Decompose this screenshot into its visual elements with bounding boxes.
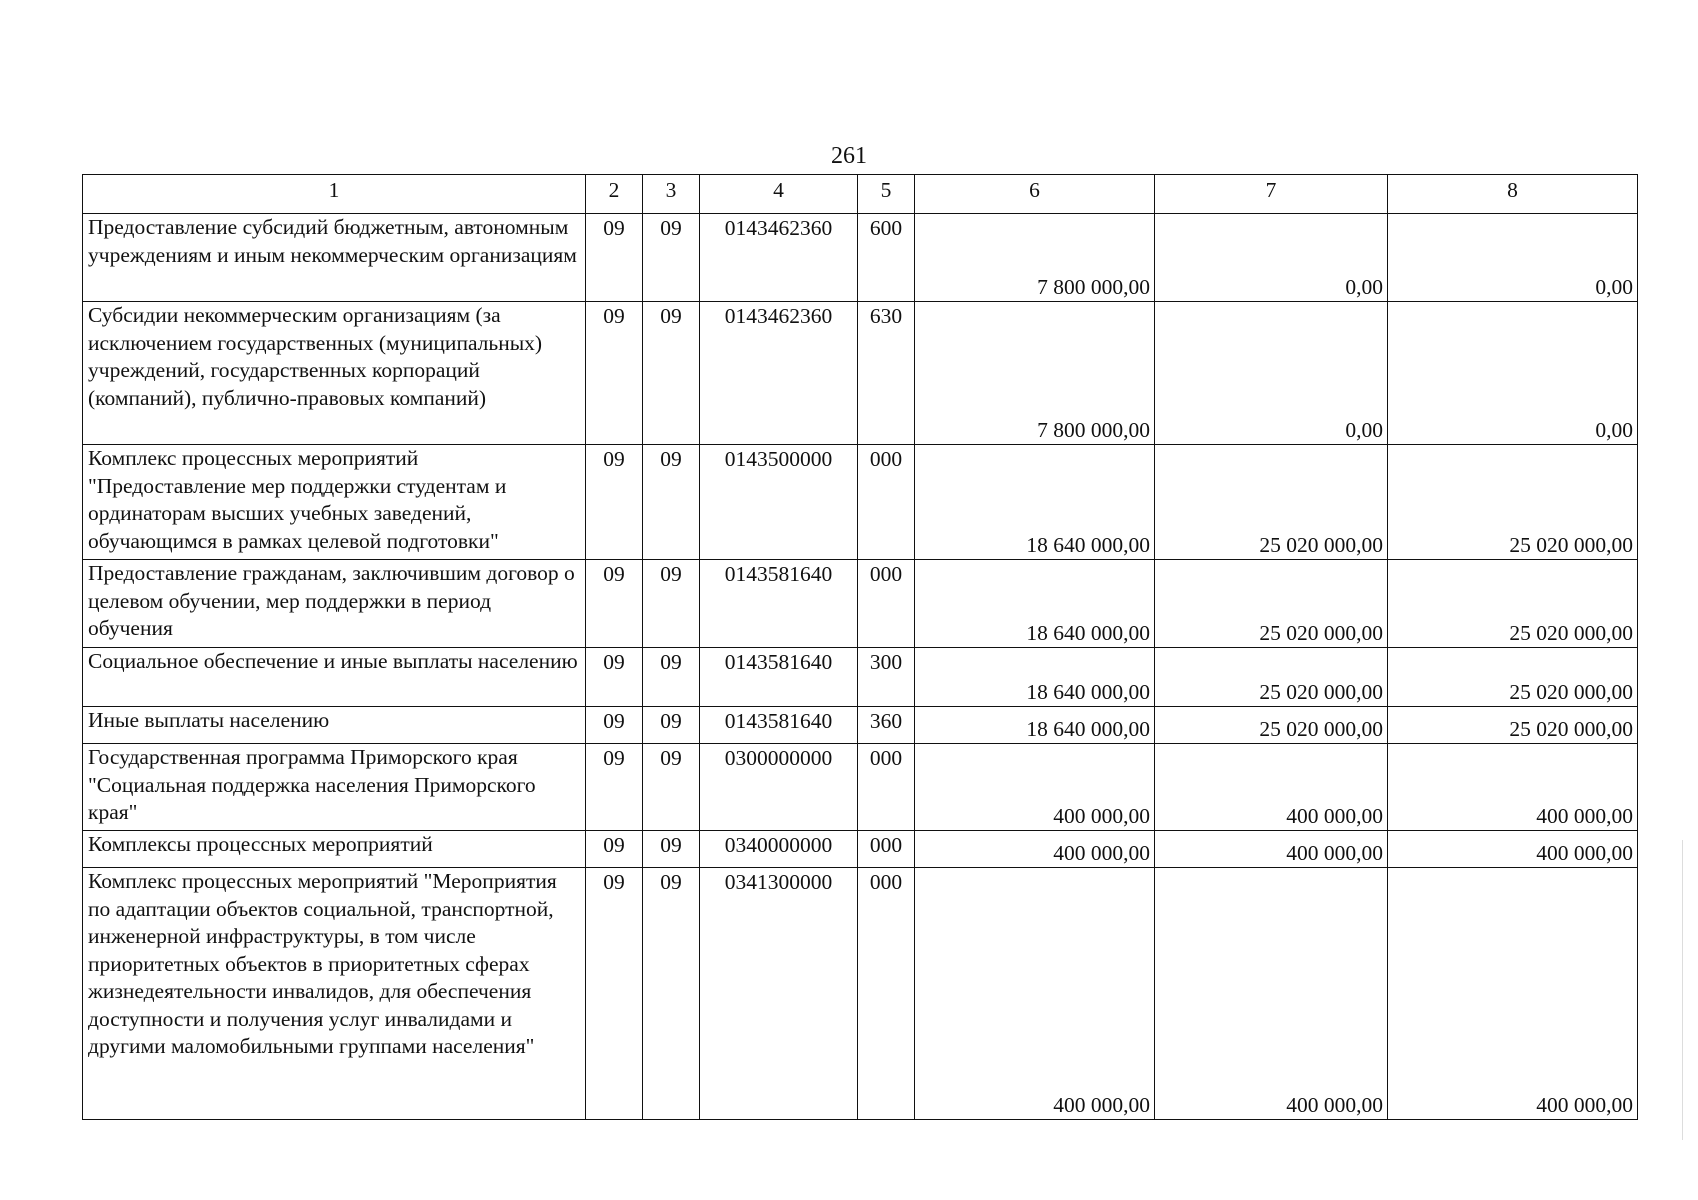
item-name: Комплекс процессных мероприятий "Предоставление мер поддержки студентам и ординаторам высших учебных заведений, обучающимся в рамках целевой подготовки"	[83, 445, 586, 560]
target-article-code: 0143581640	[700, 707, 858, 744]
item-name: Субсидии некоммерческим организациям (за исключением государственных (муниципальных) учреждений, государственных корпораций (компаний), публично-правовых компаний)	[83, 302, 586, 445]
amount-col-8: 25 020 000,00	[1388, 445, 1638, 560]
amount-col-8: 25 020 000,00	[1388, 560, 1638, 648]
expense-type-code: 600	[858, 214, 915, 302]
item-name: Комплекс процессных мероприятий "Мероприятия по адаптации объектов социальной, транспортной, инженерной инфраструктуры, в том числе приоритетных объектов в приоритетных сферах жизнедеятельности инвалидов, для обеспечения доступности и получения услуг инвалидами и другими маломобильными группами населения"	[83, 868, 586, 1120]
target-article-code: 0340000000	[700, 831, 858, 868]
amount-col-8: 25 020 000,00	[1388, 707, 1638, 744]
header-cell-6: 6	[915, 175, 1155, 214]
table-row	[83, 214, 1638, 302]
header-cell-1: 1	[83, 175, 586, 214]
item-name: Предоставление субсидий бюджетным, автономным учреждениям и иным некоммерческим организациям	[83, 214, 586, 302]
section-code: 09	[586, 707, 643, 744]
target-article-code: 0143462360	[700, 214, 858, 302]
amount-col-6: 18 640 000,00	[915, 560, 1155, 648]
amount-col-6: 18 640 000,00	[915, 648, 1155, 707]
amount-col-6: 18 640 000,00	[915, 707, 1155, 744]
expense-type-code: 360	[858, 707, 915, 744]
expense-type-code: 000	[858, 744, 915, 831]
section-code: 09	[586, 744, 643, 831]
section-code: 09	[586, 831, 643, 868]
header-cell-7: 7	[1155, 175, 1388, 214]
subsection-code: 09	[643, 445, 700, 560]
item-name: Социальное обеспечение и иные выплаты населению	[83, 648, 586, 707]
amount-col-6: 7 800 000,00	[915, 302, 1155, 445]
amount-col-8: 25 020 000,00	[1388, 648, 1638, 707]
table-row	[83, 707, 1638, 744]
amount-col-8: 400 000,00	[1388, 868, 1638, 1120]
amount-col-6: 400 000,00	[915, 744, 1155, 831]
amount-col-6: 400 000,00	[915, 868, 1155, 1120]
table-row	[83, 302, 1638, 445]
section-code: 09	[586, 560, 643, 648]
amount-col-8: 400 000,00	[1388, 831, 1638, 868]
table-row	[83, 648, 1638, 707]
budget-table	[82, 174, 1638, 1120]
item-name: Комплексы процессных мероприятий	[83, 831, 586, 868]
amount-col-6: 400 000,00	[915, 831, 1155, 868]
expense-type-code: 000	[858, 560, 915, 648]
amount-col-7: 400 000,00	[1155, 868, 1388, 1120]
subsection-code: 09	[643, 744, 700, 831]
table-row	[83, 831, 1638, 868]
amount-col-7: 0,00	[1155, 302, 1388, 445]
section-code: 09	[586, 868, 643, 1120]
item-name: Иные выплаты населению	[83, 707, 586, 744]
table-row	[83, 744, 1638, 831]
subsection-code: 09	[643, 707, 700, 744]
header-cell-5: 5	[858, 175, 915, 214]
header-cell-8: 8	[1388, 175, 1638, 214]
header-cell-4: 4	[700, 175, 858, 214]
subsection-code: 09	[643, 302, 700, 445]
table-row	[83, 445, 1638, 560]
target-article-code: 0143581640	[700, 560, 858, 648]
item-name: Предоставление гражданам, заключившим договор о целевом обучении, мер поддержки в период обучения	[83, 560, 586, 648]
amount-col-7: 25 020 000,00	[1155, 560, 1388, 648]
table-row	[83, 868, 1638, 1120]
header-row	[83, 175, 1638, 214]
subsection-code: 09	[643, 868, 700, 1120]
amount-col-6: 18 640 000,00	[915, 445, 1155, 560]
expense-type-code: 000	[858, 445, 915, 560]
amount-col-8: 0,00	[1388, 302, 1638, 445]
subsection-code: 09	[643, 560, 700, 648]
amount-col-8: 0,00	[1388, 214, 1638, 302]
amount-col-7: 25 020 000,00	[1155, 648, 1388, 707]
target-article-code: 0143500000	[700, 445, 858, 560]
section-code: 09	[586, 445, 643, 560]
expense-type-code: 630	[858, 302, 915, 445]
item-name: Государственная программа Приморского края "Социальная поддержка населения Приморского края"	[83, 744, 586, 831]
page-number: 261	[831, 143, 867, 169]
header-cell-3: 3	[643, 175, 700, 214]
subsection-code: 09	[643, 831, 700, 868]
table-row	[83, 560, 1638, 648]
amount-col-7: 25 020 000,00	[1155, 445, 1388, 560]
section-code: 09	[586, 214, 643, 302]
scan-edge-mark	[1682, 840, 1683, 1140]
section-code: 09	[586, 302, 643, 445]
expense-type-code: 300	[858, 648, 915, 707]
target-article-code: 0143462360	[700, 302, 858, 445]
header-cell-2: 2	[586, 175, 643, 214]
target-article-code: 0143581640	[700, 648, 858, 707]
amount-col-6: 7 800 000,00	[915, 214, 1155, 302]
amount-col-7: 400 000,00	[1155, 831, 1388, 868]
amount-col-7: 25 020 000,00	[1155, 707, 1388, 744]
amount-col-7: 0,00	[1155, 214, 1388, 302]
expense-type-code: 000	[858, 831, 915, 868]
target-article-code: 0341300000	[700, 868, 858, 1120]
section-code: 09	[586, 648, 643, 707]
target-article-code: 0300000000	[700, 744, 858, 831]
subsection-code: 09	[643, 648, 700, 707]
amount-col-8: 400 000,00	[1388, 744, 1638, 831]
subsection-code: 09	[643, 214, 700, 302]
amount-col-7: 400 000,00	[1155, 744, 1388, 831]
expense-type-code: 000	[858, 868, 915, 1120]
